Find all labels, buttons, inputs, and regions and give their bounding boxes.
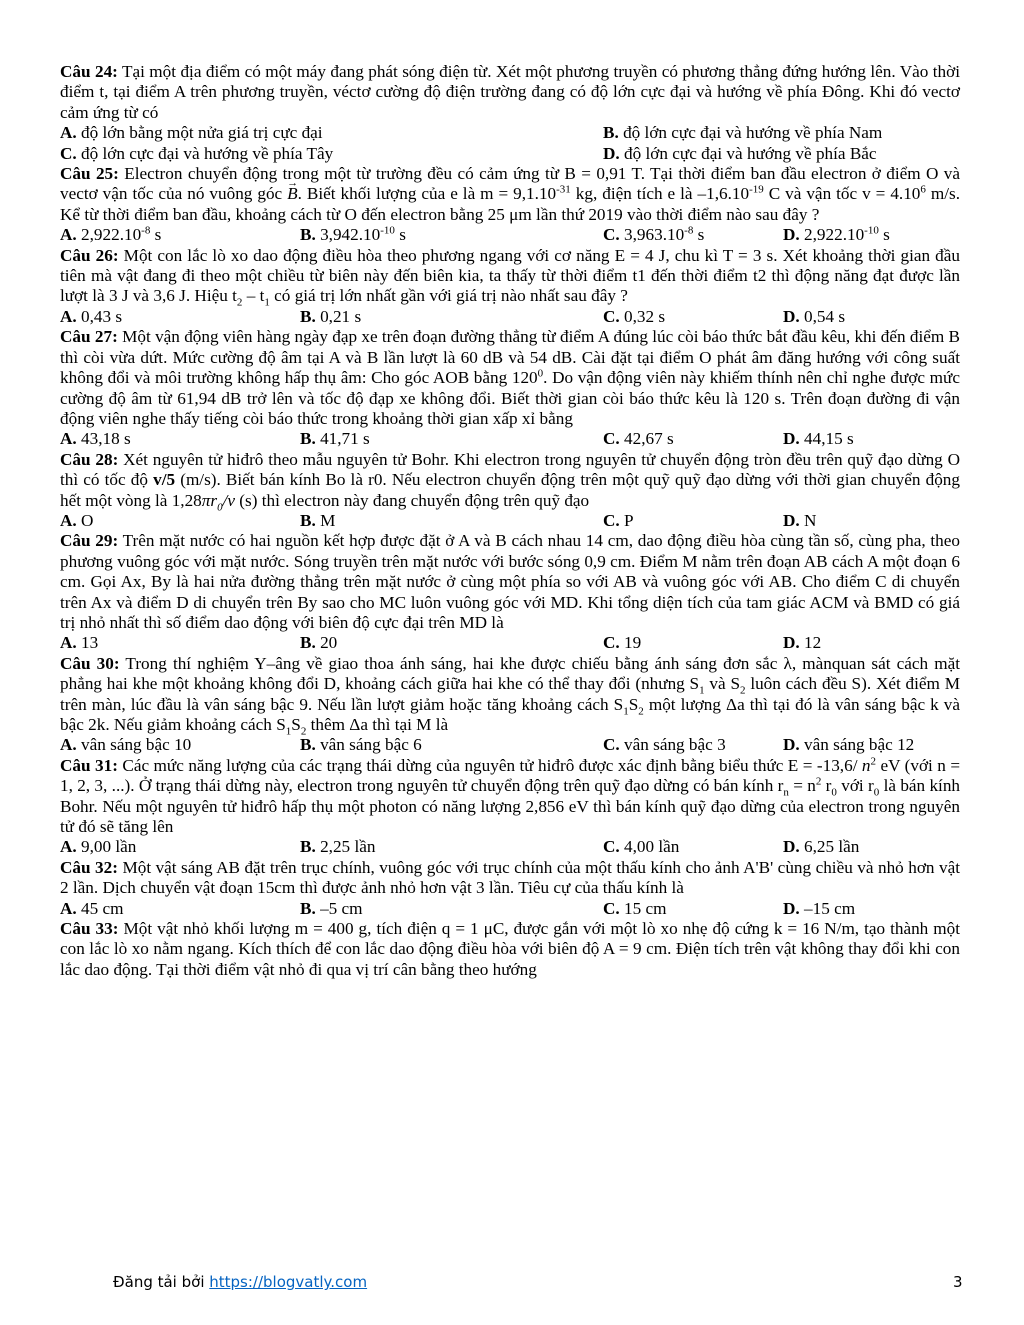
question-24-options-2 <box>60 144 960 164</box>
question-label: Câu 25: <box>60 164 119 184</box>
question-label: Câu 32: <box>60 857 118 877</box>
option-c: C. 42,67 s <box>603 429 674 449</box>
question-27-options <box>60 429 960 449</box>
question-25-stem: Câu 25: Electron chuyển động trong một từ trường đều có cảm ứng từ B = 0,91 T. Tại thời điểm ban đầu electron ở điểm O và vectơ vận tốc của nó vuông góc → B. Biết khối lượng của e là $m = 9,1.10^{-31}$ kg, điện tích e là $-1,6.10^{-19}$ C và vận tốc $v = 4.10^6$ m/s. Kể từ thời điểm ban đầu, khoảng cách từ O đến electron bằng 25 μm lần thứ 2019 vào thời điểm nào sau đây ? <box>60 164 960 225</box>
option-a: A. vân sáng bậc 10 <box>60 735 192 755</box>
exam-page <box>60 62 960 980</box>
question-29 <box>60 531 960 653</box>
question-33-stem: Câu 33: Một vật nhỏ khối lượng m = 400 g, tích điện q = 1 μC, được gắn với một lò xo nhẹ độ cứng k = 16 N/m, tạo thành một con lắc lò xo nằm ngang. Kích thích để con lắc dao động điều hòa với biên độ A = 9 cm. Điện tích trên vật không thay đổi khi con lắc dao động. Tại thời điểm vật nhỏ đi qua vị trí cân bằng theo hướng <box>60 919 960 979</box>
option-b: B. $3,942.10^{-10}$ s <box>300 224 406 245</box>
option-a: A. $2,922.10^{-8}$ s <box>60 224 162 245</box>
option-c: C. 4,00 lần <box>603 837 680 857</box>
question-label: Câu 28: <box>60 449 119 469</box>
question-label: Câu 27: <box>60 327 118 347</box>
question-31-options <box>60 837 960 857</box>
option-a: A. 43,18 s <box>60 429 131 449</box>
question-label: Câu 26: <box>60 245 119 265</box>
question-33 <box>60 919 960 980</box>
question-26-options <box>60 307 960 327</box>
option-b: B. 41,71 s <box>300 429 370 449</box>
question-label: Câu 24: <box>60 62 118 81</box>
option-a: A. 13 <box>60 633 99 653</box>
option-c: C. độ lớn cực đại và hướng về phía Tây <box>60 143 334 163</box>
question-29-options <box>60 633 960 653</box>
option-d: D. 0,54 s <box>783 306 846 326</box>
option-b: B. 0,21 s <box>300 306 362 326</box>
option-b: B. độ lớn cực đại và hướng về phía Nam <box>603 123 883 143</box>
option-d: D. 12 <box>783 633 822 653</box>
option-c: C. $3,963.10^{-8}$ s <box>603 224 705 245</box>
option-c: C. vân sáng bậc 3 <box>603 735 726 755</box>
option-b: B. 20 <box>300 633 338 653</box>
option-c: C. 15 cm <box>603 898 667 918</box>
question-label: Câu 31: <box>60 755 118 775</box>
question-29-stem: Câu 29: Trên mặt nước có hai nguồn kết hợp được đặt ở A và B cách nhau 14 cm, dao động điều hòa cùng tần số, cùng pha, theo phương vuông góc với mặt nước. Sóng truyền trên mặt nước với bước sóng 0,9 cm. Điểm M nằm trên đoạn AB cách A một đoạn 6 cm. Gọi Ax, By là hai nửa đường thẳng trên mặt nước ở cùng một phía so với AB và vuông góc với AB. Cho điểm C di chuyển trên Ax và điểm D di chuyển trên By sao cho MC luôn vuông góc với MD. Khi tổng diện tích của tam giác ACM và BMD có giá trị nhỏ nhất thì số điểm dao động với biên độ cực đại trên MD là <box>60 531 960 632</box>
question-26-stem: Câu 26: Một con lắc lò xo dao động điều hòa theo phương ngang với cơ năng E = 4 J, chu kì T = 3 s. Xét khoảng thời gian đầu tiên mà vật đang đi theo một chiều từ biên này đến biên kia, ta thấy từ thời điểm t1 đến thời điểm t2 thì động năng đạt được lần lượt là 3 J và 3,6 J. Hiệu $t_2 - t_1$ có giá trị lớn nhất gần với giá trị nào nhất sau đây ? <box>60 245 960 309</box>
option-b: B. vân sáng bậc 6 <box>300 735 422 755</box>
page-number: 3 <box>953 1273 963 1291</box>
option-d: D. vân sáng bậc 12 <box>783 735 915 755</box>
option-a: A. 45 cm <box>60 898 124 918</box>
question-31-stem: Câu 31: Các mức năng lượng của các trạng thái dừng của nguyên tử hiđrô được xác định bằng biểu thức E = -13,6/ $n^2$ eV (với n = 1, 2, 3, ...). Ở trạng thái dừng này, electron trong nguyên tử chuyển động trên quỹ đạo dừng có bán kính $r_n = n^2$ $r_0$ với $r_0$ là bán kính Bohr. Nếu một nguyên tử hiđrô hấp thụ một photon có năng lượng 2,856 eV thì bán kính quỹ đạo dừng của electron trong nguyên tử đó sẽ tăng lên <box>60 755 961 837</box>
option-a: A. độ lớn bằng một nửa giá trị cực đại <box>60 123 323 143</box>
question-26 <box>60 246 960 328</box>
question-24-options <box>60 123 960 143</box>
option-a: A. 9,00 lần <box>60 837 137 857</box>
question-label: Câu 30: <box>60 653 120 673</box>
option-b: B. M <box>300 510 336 530</box>
question-28-stem: Câu 28: Xét nguyên tử hiđrô theo mẫu nguyên tử Bohr. Khi electron trong nguyên tử chuyển động tròn đều trên quỹ đạo dừng O thì có tốc độ v/5 (m/s). Biết bán kính Bo là r0. Nếu electron chuyển động trên một quỹ quỹ đạo dừng với thời gian chuyển động hết một vòng là $1,28\pi r_0/v$ (s) thì electron này đang chuyển động trên quỹ đạo <box>60 449 961 513</box>
footer: Đăng tải bởi https://blogvatly.com <box>113 1273 368 1291</box>
option-a: A. O <box>60 510 94 530</box>
vector-b-symbol: → B <box>287 184 298 203</box>
question-24-stem: Câu 24: Tại một địa điểm có một máy đang phát sóng điện từ. Xét một phương truyền có phương thẳng đứng hướng lên. Vào thời điểm t, tại điểm A trên phương truyền, véctơ cường độ điện trường đang có độ lớn cực đại và hướng về phía Đông. Khi đó vectơ cảm ứng từ có <box>60 62 960 122</box>
question-31 <box>60 756 960 858</box>
question-30 <box>60 654 960 756</box>
question-27 <box>60 327 960 449</box>
option-b: B. –5 cm <box>300 898 363 918</box>
option-d: D. độ lớn cực đại và hướng về phía Bắc <box>603 143 877 163</box>
question-30-options <box>60 735 960 755</box>
question-28-options <box>60 511 960 531</box>
option-d: D. 44,15 s <box>783 429 854 449</box>
question-32-options <box>60 899 960 919</box>
question-24 <box>60 62 960 164</box>
question-30-stem: Câu 30: Trong thí nghiệm Y–âng về giao thoa ánh sáng, hai khe được chiếu bằng ánh sáng đơn sắc λ, mànquan sát cách mặt phẳng hai khe một khoảng không đổi D, khoảng cách giữa hai khe có thể thay đổi (nhưng $S_1$ và $S_2$ luôn cách đều S). Xét điểm M trên màn, lúc đầu là vân sáng bậc 9. Nếu lần lượt giảm hoặc tăng khoảng cách $S_1S_2$ một lượng Δa thì tại đó là vân sáng bậc k và bậc 2k. Nếu giảm khoảng cách $S_1S_2$ thêm Δa thì tại M là <box>60 653 961 738</box>
option-d: D. 6,25 lần <box>783 837 860 857</box>
option-b: B. 2,25 lần <box>300 837 376 857</box>
question-32-stem: Câu 32: Một vật sáng AB đặt trên trục chính, vuông góc với trục chính của một thấu kính cho ảnh A'B' cùng chiều và nhỏ hơn vật 2 lần. Dịch chuyển vật đoạn 15cm thì được ảnh nhỏ hơn vật 3 lần. Tiêu cự của thấu kính là <box>60 857 960 898</box>
question-32 <box>60 858 960 919</box>
option-a: A. 0,43 s <box>60 306 123 326</box>
question-25 <box>60 164 960 246</box>
question-label: Câu 33: <box>60 919 119 939</box>
option-c: C. 19 <box>603 633 642 653</box>
footer-link[interactable]: https://blogvatly.com <box>209 1273 368 1291</box>
option-d: D. $2,922.10^{-10}$ s <box>783 224 890 245</box>
question-28 <box>60 450 960 532</box>
question-27-stem: Câu 27: Một vận động viên hàng ngày đạp xe trên đoạn đường thẳng từ điểm A đúng lúc còi báo thức bắt đầu kêu, khi đến điểm B thì còi vừa dứt. Mức cường độ âm tại A và B lần lượt là 60 dB và 54 dB. Cài đặt tại điểm O phát âm đăng hướng với công suất không đổi và môi trường không hấp thụ âm: Cho góc AOB bằng $120^0$. Do vận động viên này khiếm thính nên chỉ nghe được mức cường độ âm từ 61,94 dB trở lên và tốc độ đạp xe không đổi. Biết thời gian còi báo thức kêu là 120 s. Trên đoạn đường đi vận động viên nghe thấy tiếng còi báo thức trong khoảng thời gian xấp xỉ bằng <box>60 327 960 428</box>
option-c: C. 0,32 s <box>603 306 666 326</box>
question-label: Câu 29: <box>60 531 119 551</box>
option-d: D. –15 cm <box>783 898 856 918</box>
option-d: D. N <box>783 510 817 530</box>
option-c: C. P <box>603 510 634 530</box>
question-25-options <box>60 225 960 245</box>
